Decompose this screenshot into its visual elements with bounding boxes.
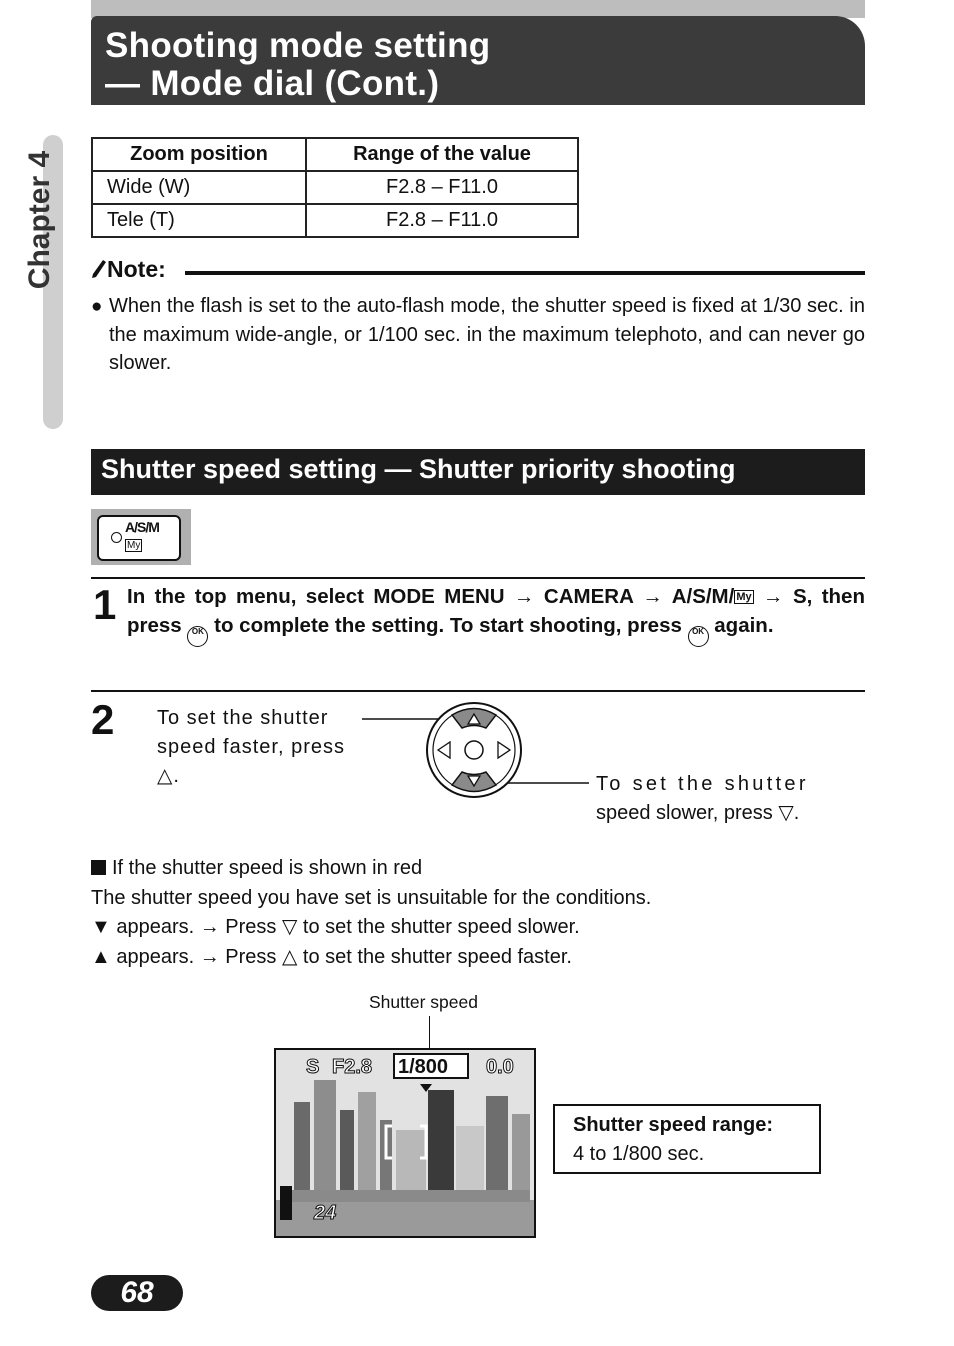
ok-button-icon: OK: [187, 626, 208, 647]
lcd-frames: 24: [314, 1202, 337, 1224]
step1-divider: [91, 577, 865, 579]
lcd-mode: S: [306, 1056, 320, 1078]
table-row: [92, 171, 578, 204]
table-cell: F2.8 – F11.0: [306, 204, 578, 237]
shutter-range-value: 4 to 1/800 sec.: [573, 1143, 705, 1165]
red-warning-heading: If the shutter speed is shown in red: [112, 857, 423, 879]
table-header-row: [92, 138, 578, 171]
table-cell: Tele (T): [92, 204, 306, 237]
step2-slower-text: [596, 770, 841, 828]
square-bullet-icon: [91, 860, 106, 875]
dial-indicator-icon: [111, 532, 122, 543]
red-warning-block: [91, 854, 865, 972]
arrow-pad-diagram: [360, 700, 600, 810]
mode-dial-icon: [97, 515, 181, 561]
step1-part3: again.: [714, 614, 774, 637]
my-mode-icon: My: [736, 591, 752, 603]
table-cell: F2.8 – F11.0: [306, 171, 578, 204]
section-header-band: [91, 449, 865, 495]
step1-number: 1: [93, 581, 117, 628]
bullet-icon: ●: [91, 296, 103, 317]
lcd-screen: [274, 1048, 536, 1238]
step2-slower-line1: To set the shutter: [596, 773, 809, 795]
mode-dial-label: A/S/M: [125, 519, 159, 535]
step2-divider: [91, 690, 865, 692]
arrow-right-icon: →: [514, 585, 535, 608]
table-header-cell: Zoom position: [92, 138, 306, 171]
lcd-shutter: 1/800: [398, 1056, 449, 1078]
step1-part1: In the top menu, select MODE MENU: [127, 585, 505, 608]
note-divider: [185, 271, 865, 275]
center-button-icon: [465, 741, 483, 759]
step1-asm: A/S/M/: [671, 585, 735, 608]
pencil-icon: [91, 259, 107, 279]
table-header-cell: Range of the value: [306, 138, 578, 171]
page-title-line2: — Mode dial (Cont.): [105, 64, 440, 103]
table-row: [92, 204, 578, 237]
page-title-band: [91, 16, 865, 105]
shutter-range-box: [553, 1104, 821, 1174]
red-warning-line: ▼ appears. → Press ▽ to set the shutter speed slower.: [91, 916, 580, 938]
step2-faster-text: To set the shutter speed faster, press △.: [157, 707, 345, 787]
red-warning-line: The shutter speed you have set is unsuitable for the conditions.: [91, 886, 652, 909]
step2-slower-line2: speed slower, press ▽.: [596, 802, 800, 824]
page-title-line1: Shooting mode setting: [105, 26, 491, 65]
note-heading-text: Note:: [107, 256, 166, 282]
step2-number: 2: [91, 696, 115, 743]
lcd-aperture: F2.8: [332, 1056, 373, 1078]
lcd-exposure: 0.0: [486, 1056, 514, 1078]
section-title: Shutter speed setting — Shutter priority shooting: [101, 454, 736, 484]
my-mode-icon: My: [127, 540, 141, 551]
step1-part2: to complete the setting. To start shooting, press: [214, 614, 682, 637]
step1-instruction: [127, 582, 865, 647]
battery-icon: [280, 1186, 292, 1220]
step1-camera: CAMERA: [543, 585, 634, 608]
note-text: When the flash is set to the auto-flash mode, the shutter speed is fixed at 1/30 sec. in the maximum wide-angle, or 1/100 sec. in the maximum telephoto, and can never go slower.: [109, 295, 865, 374]
ok-button-icon: OK: [688, 626, 709, 647]
lcd-caption: Shutter speed: [369, 992, 478, 1012]
note-heading: [91, 256, 166, 283]
red-warning-heading-row: [91, 854, 865, 884]
page-number: 68: [91, 1275, 183, 1311]
chapter-label: Chapter 4: [23, 150, 56, 290]
zoom-range-table: [91, 137, 579, 238]
arrow-right-icon: →: [763, 585, 784, 608]
shutter-range-title: Shutter speed range:: [573, 1114, 774, 1136]
step1-s-then: S, then press: [127, 585, 865, 637]
red-warning-line: ▲ appears. → Press △ to set the shutter speed faster.: [91, 945, 572, 968]
arrow-right-icon: →: [642, 585, 664, 608]
table-cell: Wide (W): [92, 171, 306, 204]
